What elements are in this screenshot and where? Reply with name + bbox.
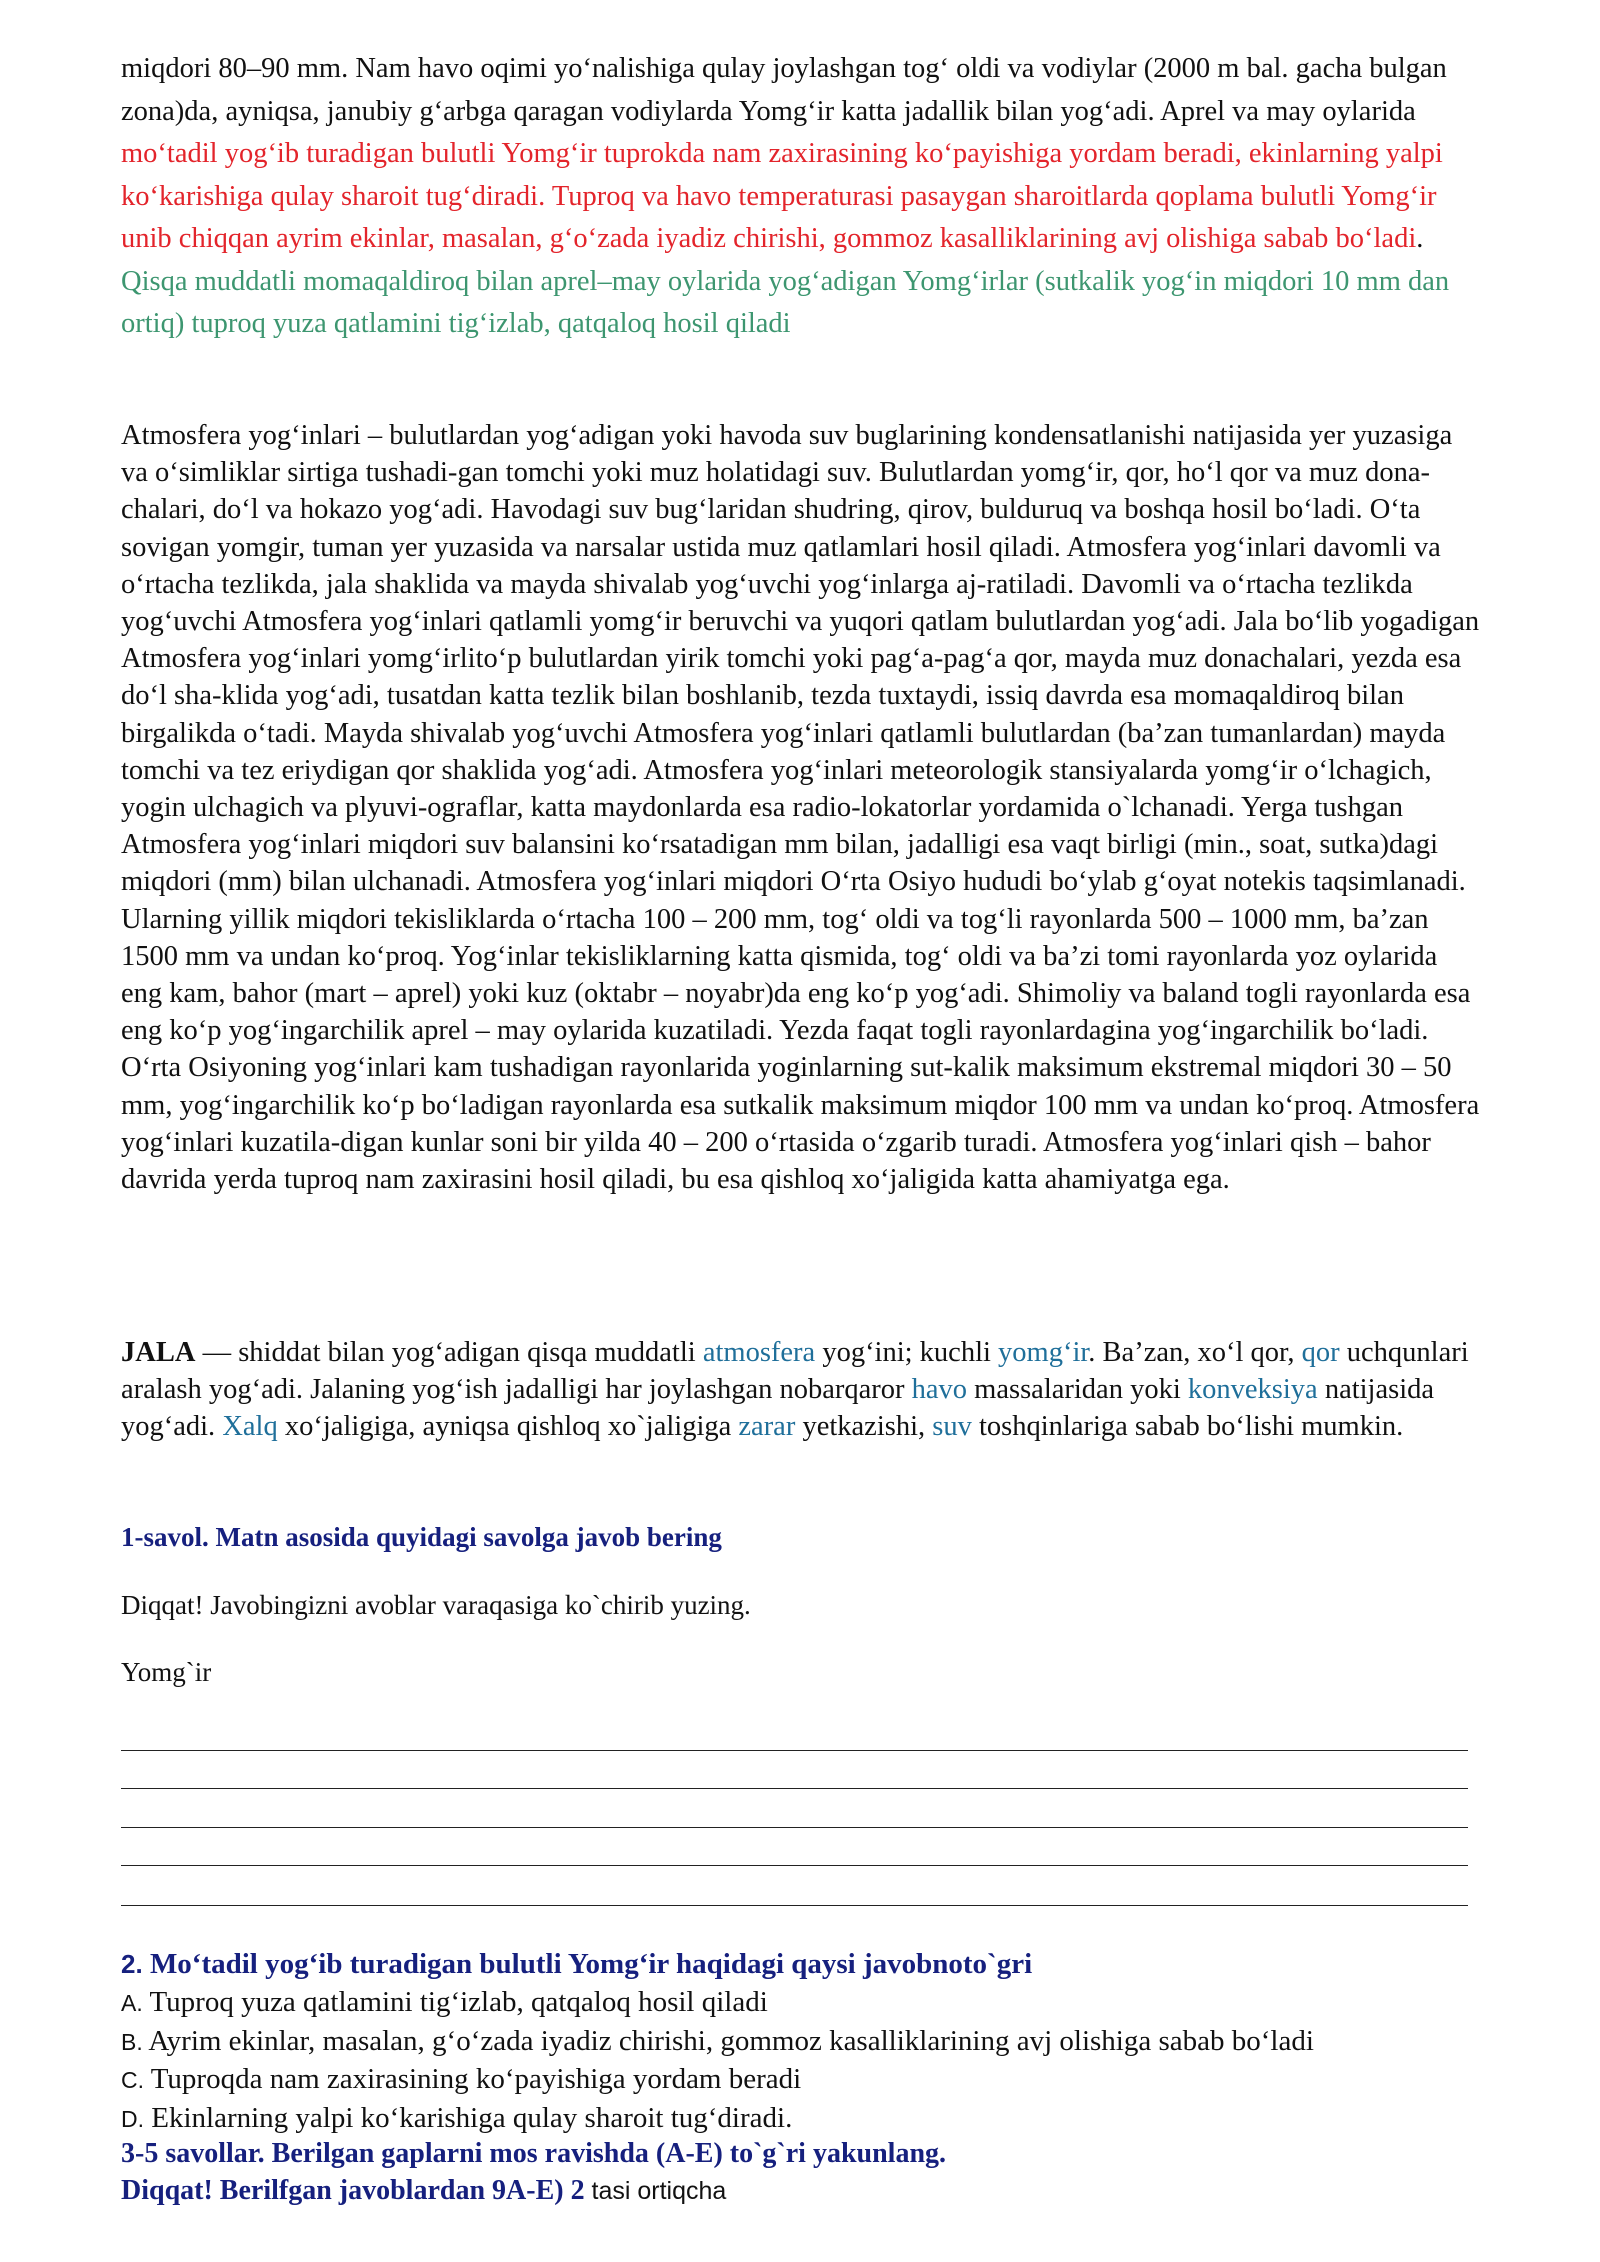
question-2-number: 2. <box>121 1949 143 1979</box>
question-2-text: Mo‘tadil yog‘ib turadigan bulutli Yomg‘ir haqidagi qaysi javobnoto`gri <box>142 1948 1033 1980</box>
questions-3-5-title: 3-5 savollar. Berilgan gaplarni mos ravishda (A-E) to`g`ri yakunlang. <box>121 2138 947 2169</box>
jala-text: uchqunlari aralash yog‘adi. Jalaning yog‘ish jadalligi har joylashgan nobarqaror <box>121 1337 1469 1406</box>
option-a[interactable] <box>121 1984 1481 2023</box>
intro-text-period: . <box>1416 223 1424 254</box>
option-b[interactable] <box>121 2023 1481 2062</box>
question-1-title: 1-savol. Matn asosida quyidagi savolga javob bering <box>121 1522 722 1552</box>
jala-text: natijasida yog‘adi. <box>121 1374 1435 1443</box>
option-text: Ekinlarning yalpi ko‘karishiga qulay sharoit tug‘diradi. <box>144 2101 793 2134</box>
jala-paragraph <box>121 1334 1481 1446</box>
question-2-options <box>121 1984 1481 2138</box>
intro-paragraph <box>121 48 1481 346</box>
answer-line-1[interactable] <box>121 1750 1468 1751</box>
atmosfera-paragraph: Atmosfera yog‘inlari – bulutlardan yog‘adigan yoki havoda suv buglarining kondensatlanishi natijasida yer yuzasiga va o‘simliklar sirtiga tushadi-gan tomchi yoki muz holatidagi suv. Bulutlardan yomg‘ir, qor, ho‘l qor va muz dona-chalari, do‘l va hokazo yog‘adi. Havodagi suv bug‘laridan shudring, qirov, bulduruq va boshqa hosil bo‘ladi. O‘ta sovigan yomgir, tuman yer yuzasida va narsalar ustida muz qatlamlari hosil qiladi. Atmosfera yog‘inlari davomli va o‘rtacha tezlikda, jala shaklida va mayda shivalab yog‘uvchi yog‘inlarga aj-ratiladi. Davomli va o‘rtacha tezlikda yog‘uvchi Atmosfera yog‘inlari qatlamli yomg‘ir beruvchi va yuqori qatlam bulutlardan yog‘adi. Jala bo‘lib yogadigan Atmosfera yog‘inlari yomg‘irlito‘p bulutlardan yirik tomchi yoki pag‘a-pag‘a qor, mayda muz donachalari, yezda esa do‘l sha-klida yog‘adi, tusatdan katta tezlik bilan boshlanib, tezda tuxtaydi, issiq davrda esa momaqaldiroq bilan birgalikda o‘tadi. Mayda shivalab yog‘uvchi Atmosfera yog‘inlari qatlamli bulutlardan (ba’zan tumanlardan) mayda tomchi va tez eriydigan qor shaklida yog‘adi. Atmosfera yog‘inlari meteorologik stansiyalarda yomg‘ir o‘lchagich, yogin ulchagich va plyuvi-ograflar, katta maydonlarda esa radio-lokatorlar yordamida o`lchanadi. Yerga tushgan Atmosfera yog‘inlari miqdori suv balansini ko‘rsatadigan mm bilan, jadalligi esa vaqt birligi (min., soat, sutka)dagi miqdori (mm) bilan ulchanadi. Atmosfera yog‘inlari miqdori O‘rta Osiyo hududi bo‘ylab g‘oyat notekis taqsimlanadi. Ularning yillik miqdori tekisliklarda o‘rtacha 100 – 200 mm, tog‘ oldi va tog‘li rayonlarda 500 – 1000 mm, ba’zan 1500 mm va undan ko‘proq. Yog‘inlar tekisliklarning katta qismida, tog‘ oldi va ba’zi tomi rayonlarda yoz oylarida eng kam, bahor (mart – aprel) yoki kuz (oktabr – noyabr)da eng ko‘p yog‘adi. Shimoliy va baland togli rayonlarda esa eng ko‘p yog‘ingarchilik aprel – may oylarida kuzatiladi. Yezda faqat togli rayonlardagina yog‘ingarchilik bo‘ladi. O‘rta Osiyoning yog‘inlari kam tushadigan rayonlarida yoginlarning sut-kalik maksimum ekstremal miqdori 30 – 50 mm, yog‘ingarchilik ko‘p bo‘ladigan rayonlarda esa sutkalik maksimum miqdor 100 mm va undan ko‘proq. Atmosfera yog‘inlari kuzatila-digan kunlar soni bir yilda 40 – 200 o‘rtasida o‘zgarib turadi. Atmosfera yog‘inlari qish – bahor davrida yerda tuproq nam zaxirasini hosil qiladi, bu esa qishloq xo‘jaligida katta ahamiyatga ega. <box>121 420 1480 1196</box>
questions-3-5-note <box>121 2172 1481 2210</box>
link-qor[interactable]: qor <box>1301 1337 1340 1368</box>
jala-text: — shiddat bilan yog‘adigan qisqa muddatli <box>195 1337 703 1368</box>
jala-text: yog‘ini; kuchli <box>815 1337 999 1368</box>
note-plain: tasi ortiqcha <box>584 2177 727 2205</box>
question-1-note: Diqqat! Javobingizni avoblar varaqasiga ko`chirib yuzing. <box>121 1590 751 1620</box>
link-atmosfera[interactable]: atmosfera <box>702 1337 816 1368</box>
question-2-title <box>121 1945 1481 1983</box>
answer-line-3[interactable] <box>121 1827 1468 1828</box>
link-yomgir[interactable]: yomg‘ir <box>998 1337 1089 1368</box>
note-bold: Diqqat! Berilfgan javoblardan 9A-E) 2 <box>121 2175 585 2206</box>
answer-line-5[interactable] <box>121 1905 1468 1906</box>
option-letter: B. <box>121 2028 143 2055</box>
link-suv[interactable]: suv <box>932 1411 972 1443</box>
option-text: Ayrim ekinlar, masalan, g‘o‘zada iyadiz chirishi, gommoz kasalliklarining avj olishiga sabab bo‘ladi <box>142 2024 1314 2057</box>
option-text: Tuproqda nam zaxirasining ko‘payishiga yordam beradi <box>144 2063 802 2095</box>
answer-line-4[interactable] <box>121 1865 1468 1866</box>
option-letter: D. <box>121 2105 144 2132</box>
intro-text-plain: miqdori 80–90 mm. Nam havo oqimi yo‘nalishiga qulay joylashgan tog‘ oldi va vodiylar (2000 m bal. gacha bulgan zona)da, ayniqsa, janubiy g‘arbga qaragan vodiylarda Yomg‘ir katta jadallik bilan yog‘adi. Aprel va may oylarida <box>121 53 1447 127</box>
answer-line-2[interactable] <box>121 1788 1468 1789</box>
option-text: Tuproq yuza qatlamini tig‘izlab, qatqaloq hosil qiladi <box>142 1986 768 2018</box>
option-d[interactable] <box>121 2100 1481 2139</box>
jala-text: yetkazishi, <box>795 1411 933 1443</box>
option-c[interactable] <box>121 2061 1481 2100</box>
link-konveksiya[interactable]: konveksiya <box>1187 1374 1318 1406</box>
link-xalq[interactable]: Xalq <box>222 1411 278 1443</box>
jala-text: massalaridan yoki <box>967 1374 1188 1406</box>
link-havo[interactable]: havo <box>911 1374 968 1406</box>
jala-text: . Ba’zan, xo‘l qor, <box>1088 1337 1302 1368</box>
intro-text-red: mo‘tadil yog‘ib turadigan bulutli Yomg‘ir tuprokda nam zaxirasining ko‘payishiga yordam beradi, ekinlarning yalpi ko‘karishiga qulay sharoit tug‘diradi. Tuproq va havo temperaturasi pasaygan sharoitlarda qoplama bulutli Yomg‘ir unib chiqqan ayrim ekinlar, masalan, g‘o‘zada iyadiz chirishi, gommoz kasalliklarining avj olishiga sabab bo‘ladi <box>121 138 1443 254</box>
jala-text: xo‘jaligiga, ayniqsa qishloq xo`jaligiga <box>277 1411 739 1443</box>
intro-text-green: Qisqa muddatli momaqaldiroq bilan aprel–may oylarida yog‘adigan Yomg‘irlar (sutkalik yog‘in miqdori 10 mm dan ortiq) tuproq yuza qatlamini tig‘izlab, qatqaloq hosil qiladi <box>121 265 1450 339</box>
option-letter: A. <box>121 1990 143 2016</box>
link-zarar[interactable]: zarar <box>738 1411 796 1443</box>
option-letter: C. <box>121 2067 144 2093</box>
jala-text: toshqinlariga sabab bo‘lishi mumkin. <box>971 1411 1404 1443</box>
jala-term: JALA <box>121 1337 196 1368</box>
question-1-word: Yomg`ir <box>121 1657 212 1687</box>
